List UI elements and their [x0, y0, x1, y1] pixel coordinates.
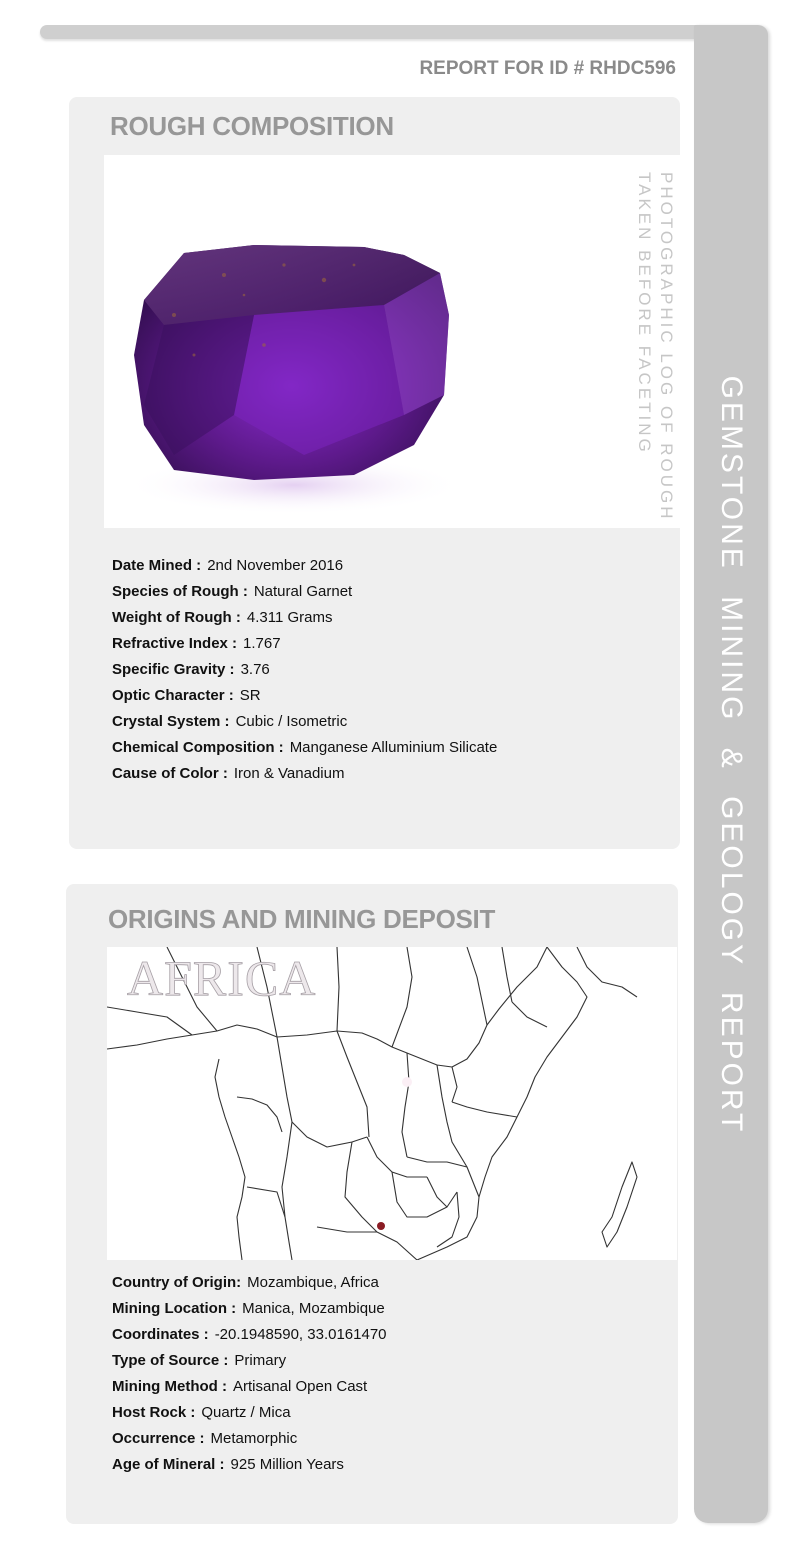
- detail-label: Optic Character :: [112, 687, 234, 704]
- detail-label: Mining Method :: [112, 1378, 227, 1395]
- origin-details: [112, 1274, 387, 1482]
- detail-value: 4.311 Grams: [246, 609, 333, 626]
- detail-row: [112, 1404, 387, 1430]
- detail-value: Metamorphic: [210, 1430, 298, 1447]
- caption-line-1: PHOTOGRAPHIC LOG OF ROUGH: [657, 172, 676, 522]
- detail-value: Natural Garnet: [253, 583, 353, 600]
- detail-row: [112, 609, 497, 635]
- detail-label: Host Rock :: [112, 1404, 196, 1421]
- rough-details: [112, 557, 497, 791]
- detail-value: 2nd November 2016: [207, 557, 344, 574]
- detail-value: -20.1948590, 33.0161470: [214, 1326, 387, 1343]
- detail-row: [112, 661, 497, 687]
- detail-label: Date Mined :: [112, 557, 202, 574]
- top-bar: [40, 25, 740, 39]
- detail-value: Manica, Mozambique: [242, 1300, 385, 1317]
- detail-row: [112, 765, 497, 791]
- detail-row: [112, 1378, 387, 1404]
- detail-row: [112, 713, 497, 739]
- detail-row: [112, 1352, 387, 1378]
- detail-value: Cubic / Isometric: [235, 713, 348, 730]
- photo-caption: [633, 172, 677, 522]
- detail-label: Chemical Composition :: [112, 739, 284, 756]
- detail-value: Iron & Vanadium: [233, 765, 345, 782]
- map-africa-label: AFRICA: [127, 950, 317, 1006]
- rough-composition-title: ROUGH COMPOSITION: [110, 111, 394, 141]
- detail-row: [112, 687, 497, 713]
- detail-value: Mozambique, Africa: [247, 1274, 379, 1291]
- detail-label: Coordinates :: [112, 1326, 209, 1343]
- caption-line-2: TAKEN BEFORE FACETING: [635, 172, 654, 455]
- detail-row: [112, 1326, 387, 1352]
- detail-value: SR: [239, 687, 261, 704]
- detail-row: [112, 635, 497, 661]
- detail-value: Manganese Alluminium Silicate: [289, 739, 498, 756]
- detail-row: [112, 739, 497, 765]
- mine-location-marker: [377, 1222, 385, 1230]
- detail-row: [112, 1300, 387, 1326]
- detail-label: Occurrence :: [112, 1430, 205, 1447]
- africa-map: [107, 947, 677, 1260]
- detail-row: [112, 1274, 387, 1300]
- detail-label: Refractive Index :: [112, 635, 238, 652]
- detail-label: Species of Rough :: [112, 583, 248, 600]
- detail-row: [112, 1456, 387, 1482]
- detail-value: Quartz / Mica: [201, 1404, 291, 1421]
- detail-row: [112, 557, 497, 583]
- gemstone-photo: [104, 155, 476, 528]
- detail-label: Specific Gravity :: [112, 661, 235, 678]
- detail-value: 1.767: [243, 635, 281, 652]
- detail-label: Age of Mineral :: [112, 1456, 225, 1473]
- report-id: REPORT FOR ID # RHDC596: [419, 58, 676, 79]
- detail-row: [112, 1430, 387, 1456]
- detail-label: Cause of Color :: [112, 765, 228, 782]
- detail-label: Country of Origin:: [112, 1274, 242, 1291]
- side-title: GEMSTONE MINING & GEOLOGY REPORT: [715, 375, 748, 1135]
- detail-value: Primary: [234, 1352, 287, 1369]
- detail-label: Mining Location :: [112, 1300, 237, 1317]
- detail-label: Weight of Rough :: [112, 609, 241, 626]
- detail-label: Crystal System :: [112, 713, 230, 730]
- detail-row: [112, 583, 497, 609]
- detail-value: 925 Million Years: [230, 1456, 344, 1473]
- origins-title: ORIGINS AND MINING DEPOSIT: [108, 904, 496, 934]
- detail-value: 3.76: [240, 661, 270, 678]
- detail-value: Artisanal Open Cast: [232, 1378, 368, 1395]
- photo-area: [104, 155, 680, 528]
- detail-label: Type of Source :: [112, 1352, 229, 1369]
